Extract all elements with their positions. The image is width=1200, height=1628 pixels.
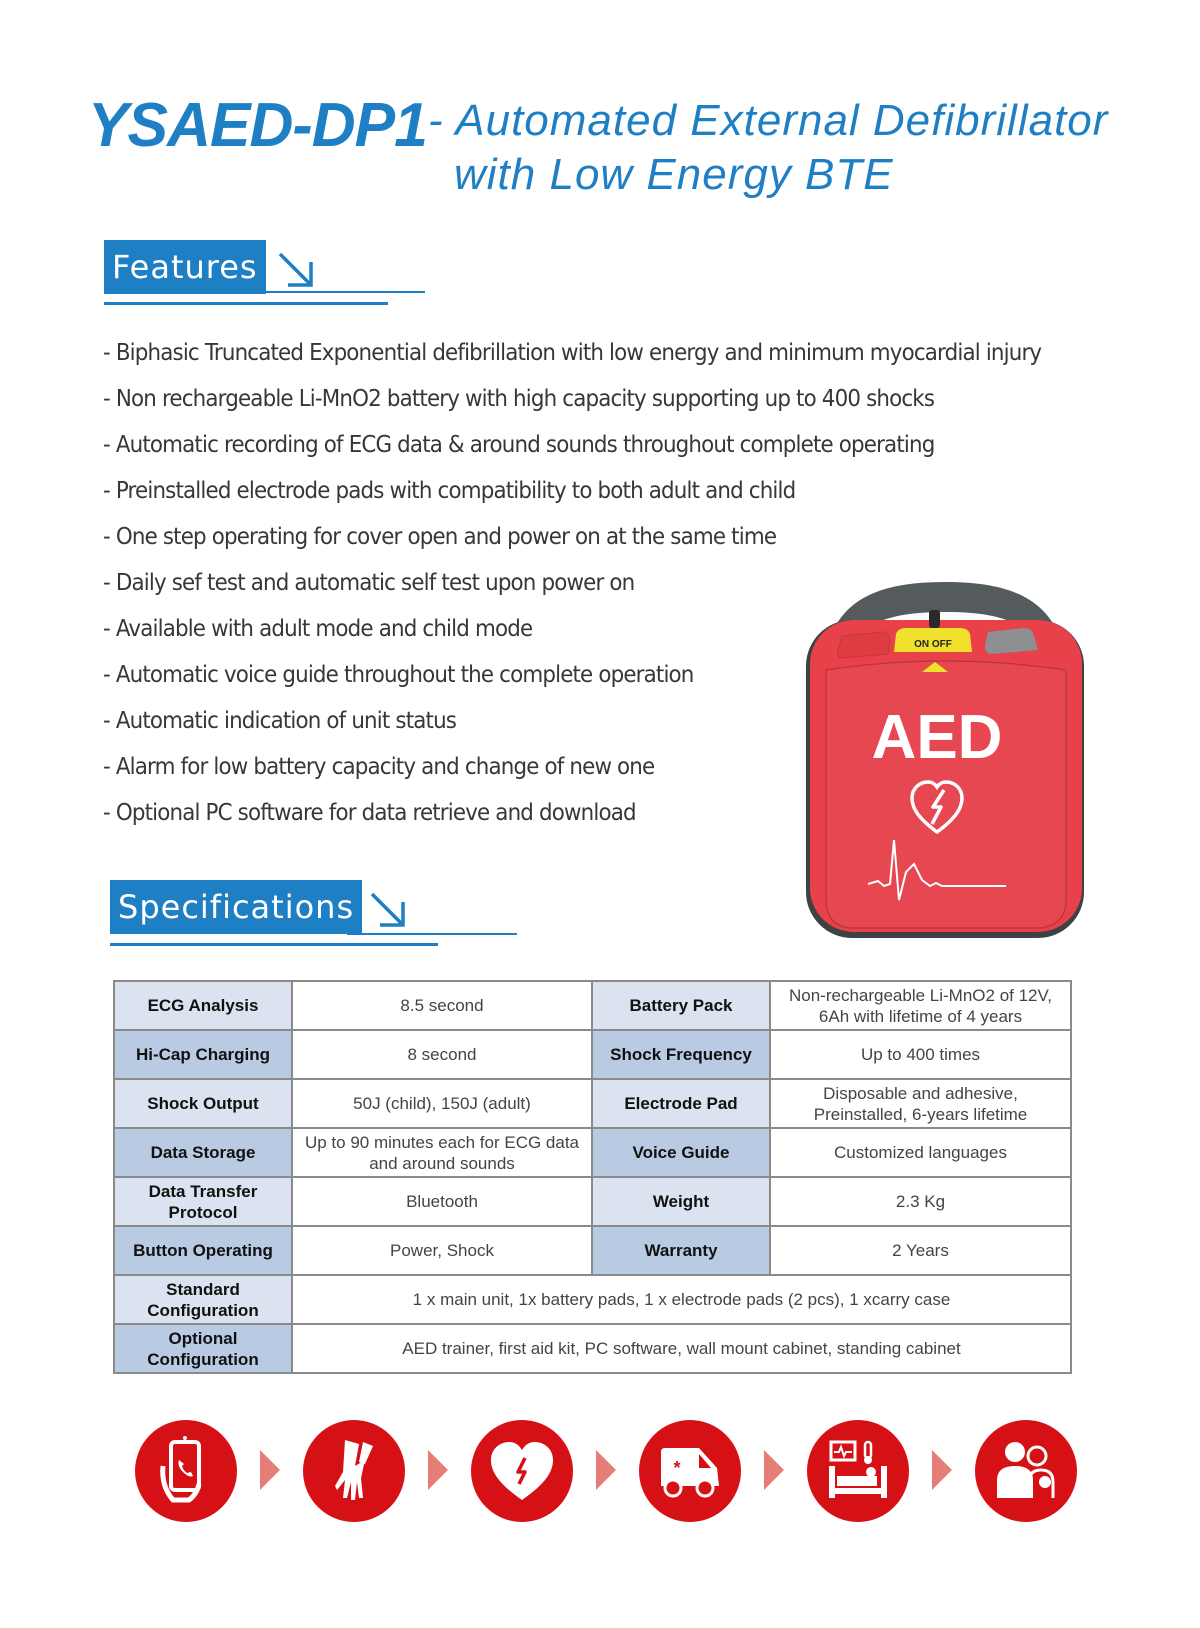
spec-key: Shock Frequency: [592, 1030, 770, 1079]
feature-item: - One step operating for cover open and power on at the same time: [103, 524, 777, 550]
spec-key: Electrode Pad: [592, 1079, 770, 1128]
spec-key: Warranty: [592, 1226, 770, 1275]
step-circle: [639, 1420, 741, 1522]
svg-text:*: *: [673, 1458, 681, 1478]
feature-item: - Biphasic Truncated Exponential defibrillation with low energy and minimum myocardial injury: [103, 340, 1042, 366]
table-row: [114, 1030, 1071, 1079]
hospital-bed-icon: [823, 1436, 893, 1506]
feature-item: - Optional PC software for data retrieve and download: [103, 800, 636, 826]
spec-key: Voice Guide: [592, 1128, 770, 1177]
specifications-table: [113, 980, 1072, 1374]
spec-key: Standard Configuration: [114, 1275, 292, 1324]
spec-value: Non-rechargeable Li-MnO2 of 12V, 6Ah with lifetime of 4 years: [770, 981, 1071, 1030]
model-name: YSAED-DP1: [88, 91, 427, 160]
table-row: [114, 1128, 1071, 1177]
step-arrow-icon: [764, 1450, 784, 1490]
specifications-label: Specifications: [110, 880, 362, 934]
step-circle: [975, 1420, 1077, 1522]
features-divider-upper: [259, 291, 425, 293]
spec-key: Shock Output: [114, 1079, 292, 1128]
spec-key: Hi-Cap Charging: [114, 1030, 292, 1079]
spec-key: Weight: [592, 1177, 770, 1226]
spec-value: Customized languages: [770, 1128, 1071, 1177]
specifications-divider-upper: [347, 933, 517, 935]
table-row: [114, 1226, 1071, 1275]
feature-item: - Alarm for low battery capacity and change of new one: [103, 754, 655, 780]
spec-value: 2 Years: [770, 1226, 1071, 1275]
chain-of-survival: [135, 1420, 1080, 1525]
spec-value: 8.5 second: [292, 981, 592, 1030]
family-icon: [991, 1436, 1061, 1506]
step-circle: [303, 1420, 405, 1522]
spec-key: Optional Configuration: [114, 1324, 292, 1373]
switch-label: ON OFF: [914, 639, 952, 650]
spec-value: Power, Shock: [292, 1226, 592, 1275]
feature-item: - Non rechargeable Li-MnO2 battery with high capacity supporting up to 400 shocks: [103, 386, 935, 412]
spec-value: Up to 400 times: [770, 1030, 1071, 1079]
arrow-down-right-icon: [276, 250, 316, 290]
step-arrow-icon: [596, 1450, 616, 1490]
feature-item: - Daily sef test and automatic self test upon power on: [103, 570, 635, 596]
features-label: Features: [104, 240, 266, 294]
step-arrow-icon: [428, 1450, 448, 1490]
spec-value: 2.3 Kg: [770, 1177, 1071, 1226]
title-description-line2: with Low Energy BTE: [454, 150, 894, 199]
features-divider-lower: [104, 302, 388, 305]
cpr-hands-icon: [319, 1436, 389, 1506]
feature-item: - Automatic voice guide throughout the complete operation: [103, 662, 694, 688]
title-description-line1: - Automated External Defibrillator: [428, 96, 1109, 145]
step-arrow-icon: [932, 1450, 952, 1490]
spec-value: Disposable and adhesive, Preinstalled, 6-years lifetime: [770, 1079, 1071, 1128]
spec-key: Button Operating: [114, 1226, 292, 1275]
feature-item: - Preinstalled electrode pads with compatibility to both adult and child: [103, 478, 796, 504]
ambulance-icon: [655, 1436, 725, 1506]
heart-defibrillation-icon: [487, 1436, 557, 1506]
arrow-down-right-icon: [368, 890, 408, 930]
step-circle: [807, 1420, 909, 1522]
specifications-divider-lower: [110, 943, 438, 946]
feature-item: - Automatic indication of unit status: [103, 708, 457, 734]
feature-item: - Automatic recording of ECG data & around sounds throughout complete operating: [103, 432, 935, 458]
spec-value: Bluetooth: [292, 1177, 592, 1226]
spec-key: Battery Pack: [592, 981, 770, 1030]
spec-value: 50J (child), 150J (adult): [292, 1079, 592, 1128]
table-row: [114, 1324, 1071, 1373]
aed-label: AED: [871, 703, 1003, 772]
spec-value: Up to 90 minutes each for ECG data and around sounds: [292, 1128, 592, 1177]
spec-value: 1 x main unit, 1x battery pads, 1 x electrode pads (2 pcs), 1 xcarry case: [292, 1275, 1071, 1324]
aed-device-image: [800, 570, 1090, 940]
table-row: [114, 981, 1071, 1030]
specifications-heading: [110, 880, 530, 950]
spec-value: AED trainer, first aid kit, PC software, wall mount cabinet, standing cabinet: [292, 1324, 1071, 1373]
spec-key: Data Storage: [114, 1128, 292, 1177]
table-row: [114, 1275, 1071, 1324]
step-circle: [471, 1420, 573, 1522]
feature-item: - Available with adult mode and child mode: [103, 616, 533, 642]
step-arrow-icon: [260, 1450, 280, 1490]
phone-call-icon: [151, 1436, 221, 1506]
table-row: [114, 1079, 1071, 1128]
spec-key: ECG Analysis: [114, 981, 292, 1030]
spec-key: Data Transfer Protocol: [114, 1177, 292, 1226]
features-heading: [104, 240, 434, 310]
step-circle: [135, 1420, 237, 1522]
table-row: [114, 1177, 1071, 1226]
spec-value: 8 second: [292, 1030, 592, 1079]
